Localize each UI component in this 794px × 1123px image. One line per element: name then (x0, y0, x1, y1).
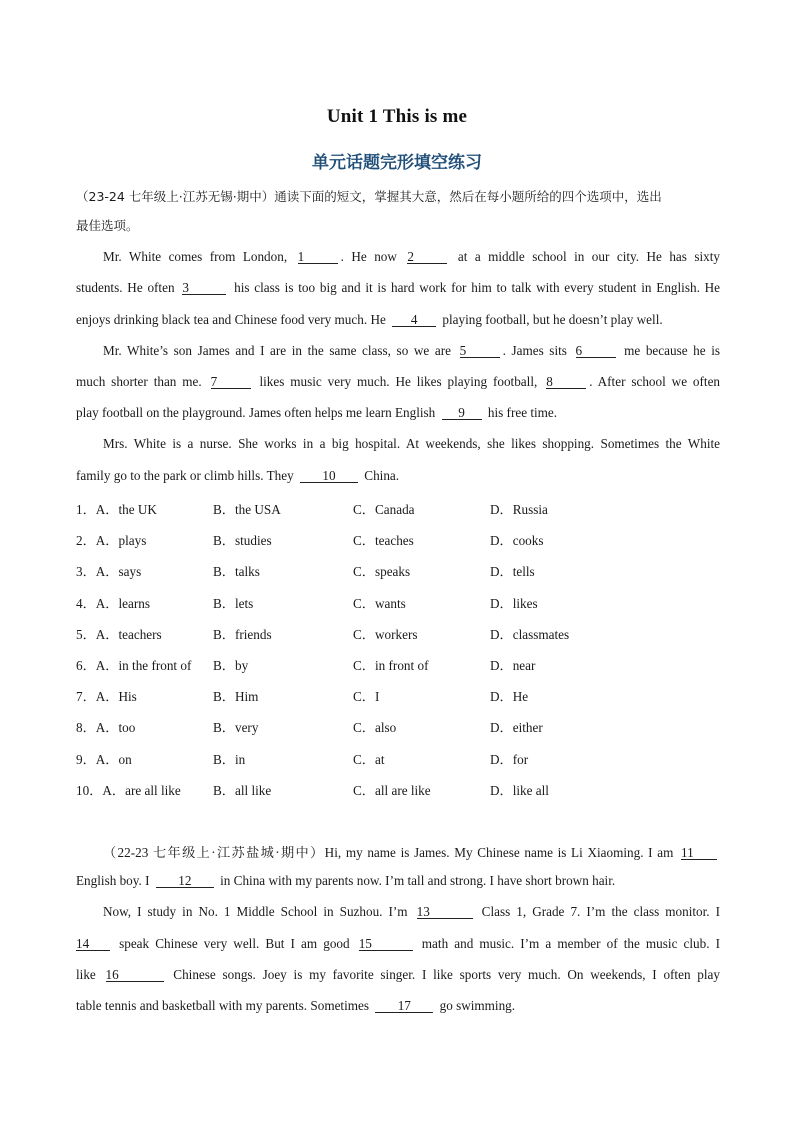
option-d[interactable]: D．like all (490, 782, 549, 798)
option-a[interactable]: A．plays (95, 533, 147, 549)
passage2-para2-line3: like 16 Chinese songs. Joey is my favorite singer. I like sports very much. On weekends, I often play (76, 967, 720, 982)
blank-13[interactable]: 13 (417, 905, 473, 919)
option-d[interactable]: D．He (490, 689, 529, 705)
option-b[interactable]: B．lets (213, 595, 254, 611)
option-a[interactable]: A．in the front of (95, 658, 192, 673)
question-5-label (76, 624, 162, 643)
question-number: 5． (76, 626, 96, 642)
passage1-para1-line2: students. He often 3 his class is too big and it is hard work for him to talk with every student in English. He (76, 280, 721, 295)
question-number: 8． (76, 720, 96, 736)
question-number: 1． (76, 502, 96, 517)
option-d[interactable]: D．for (490, 751, 529, 767)
question-8-label (76, 717, 135, 736)
option-b[interactable]: B．all like (213, 782, 272, 798)
question-10-label (76, 780, 181, 799)
passage1-para3-line1: Mrs. White is a nurse. She works in a big hospital. At weekends, she likes shopping. Sometimes the White (103, 436, 720, 451)
blank-17[interactable]: 17 (375, 999, 433, 1013)
option-b[interactable]: B．by (213, 658, 249, 673)
blank-10[interactable]: 10 (300, 469, 358, 483)
option-a[interactable]: A．teachers (95, 626, 162, 642)
page-subtitle: 单元话题完形填空练习 (312, 153, 482, 173)
question-9-label (76, 749, 132, 768)
option-c[interactable]: C．all are like (353, 782, 431, 798)
option-b[interactable]: B．friends (213, 626, 272, 642)
option-b[interactable]: B．studies (213, 533, 272, 549)
option-d[interactable]: D．cooks (490, 533, 544, 549)
option-d[interactable]: D．near (490, 658, 536, 673)
option-a[interactable]: A．says (95, 564, 142, 580)
option-c[interactable]: C．workers (353, 626, 418, 642)
blank-1[interactable]: 1 (298, 250, 338, 264)
section1-intro-line1: （23-24 七年级上·江苏无锡·期中）通读下面的短文，掌握其大意，然后在每小题所给的四个选项中，选出 (76, 189, 662, 204)
question-number: 10． (76, 782, 103, 798)
question-number: 4． (76, 595, 96, 611)
option-c[interactable]: C．wants (353, 595, 406, 611)
option-a[interactable]: A．the UK (95, 502, 157, 517)
option-a[interactable]: A．learns (95, 595, 150, 611)
passage2-para2-line1: Now, I study in No. 1 Middle School in Suzhou. I’m 13 Class 1, Grade 7. I’m the class monitor. I (103, 904, 721, 919)
page-title: Unit 1 This is me (326, 106, 468, 127)
option-b[interactable]: B．talks (213, 564, 260, 580)
question-7-label (76, 686, 137, 705)
blank-2[interactable]: 2 (407, 250, 447, 264)
question-4-label (76, 593, 150, 612)
question-number: 9． (76, 751, 96, 767)
question-number: 2． (76, 533, 96, 549)
blank-5[interactable]: 5 (460, 344, 500, 358)
option-b[interactable]: B．the USA (213, 502, 281, 517)
option-b[interactable]: B．in (213, 751, 246, 767)
option-b[interactable]: B．Him (213, 689, 259, 705)
option-a[interactable]: A．too (95, 720, 136, 736)
option-c[interactable]: C．speaks (353, 564, 411, 580)
option-d[interactable]: D．tells (490, 564, 535, 580)
question-1-label (76, 499, 157, 518)
passage1-para2-line1: Mr. White’s son James and I are in the same class, so we are 5 . James sits 6 me because he is (103, 343, 721, 358)
question-2-label (76, 530, 146, 549)
option-d[interactable]: D．Russia (490, 502, 548, 517)
option-d[interactable]: D．classmates (490, 626, 570, 642)
option-a[interactable]: A．on (95, 751, 132, 767)
blank-7[interactable]: 7 (211, 375, 251, 389)
blank-3[interactable]: 3 (182, 281, 226, 295)
option-c[interactable]: C．also (353, 720, 397, 736)
blank-14[interactable]: 14 (76, 937, 110, 951)
option-d[interactable]: D．likes (490, 595, 538, 611)
option-c[interactable]: C．at (353, 751, 385, 767)
passage1-para1-line1: Mr. White comes from London, 1 . He now 2 at a middle school in our city. He has sixty (103, 249, 721, 264)
passage1-para2-line3: play football on the playground. James often helps me learn English 9 his free time. (76, 405, 558, 420)
blank-16[interactable]: 16 (106, 968, 164, 982)
option-c[interactable]: C．Canada (353, 502, 415, 517)
passage1-para1-line3: enjoys drinking black tea and Chinese food very much. He 4 playing football, but he doesn’t play well. (76, 312, 663, 327)
option-c[interactable]: C．in front of (353, 658, 429, 673)
passage2-para1-line1: （22-23 七年级上·江苏盐城·期中）Hi, my name is James. My Chinese name is Li Xiaoming. I am 11 (103, 842, 720, 861)
section1-intro-line2: 最佳选项。 (76, 218, 139, 233)
option-c[interactable]: C．I (353, 689, 380, 705)
option-b[interactable]: B．very (213, 720, 259, 736)
option-c[interactable]: C．teaches (353, 533, 414, 549)
question-number: 7． (76, 689, 96, 705)
option-d[interactable]: D．either (490, 720, 543, 736)
passage2-para2-line4: table tennis and basketball with my parents. Sometimes 17 go swimming. (76, 998, 516, 1013)
option-a[interactable]: A．are all like (102, 782, 181, 798)
blank-8[interactable]: 8 (546, 375, 586, 389)
blank-9[interactable]: 9 (442, 406, 482, 420)
question-number: 6． (76, 658, 96, 673)
passage1-para3-line2: family go to the park or climb hills. They 10 China. (76, 468, 400, 483)
passage2-para2-line2: 14 speak Chinese very well. But I am good 15 math and music. I’m a member of the music club. I (76, 936, 720, 951)
passage2-para1-line2: English boy. I 12 in China with my parents now. I’m tall and strong. I have short brown hair. (76, 873, 616, 888)
blank-11[interactable]: 11 (681, 846, 717, 860)
passage1-para2-line2: much shorter than me. 7 likes music very much. He likes playing football, 8 . After school we often (76, 374, 721, 389)
blank-15[interactable]: 15 (359, 937, 413, 951)
option-a[interactable]: A．His (95, 689, 137, 705)
question-number: 3． (76, 564, 96, 580)
question-6-label (76, 655, 191, 674)
blank-6[interactable]: 6 (576, 344, 616, 358)
blank-12[interactable]: 12 (156, 874, 214, 888)
blank-4[interactable]: 4 (392, 313, 436, 327)
question-3-label (76, 561, 141, 580)
